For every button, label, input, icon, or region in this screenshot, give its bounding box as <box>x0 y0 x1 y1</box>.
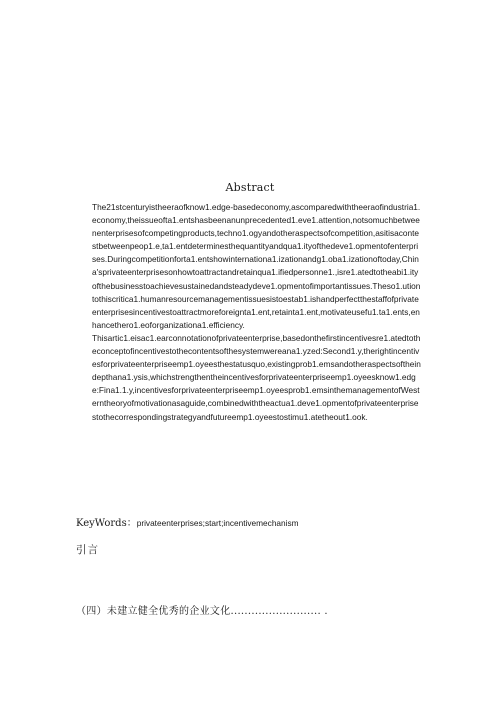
toc-entry: （四）未建立健全优秀的企业文化.......................... . <box>76 606 328 617</box>
abstract-paragraph-1 <box>92 201 422 332</box>
keywords-value: privateenterprises;start;incentivemechanism <box>136 518 299 528</box>
abstract-paragraph-2 <box>92 332 422 424</box>
keywords-line <box>76 514 299 529</box>
abstract-title: Abstract <box>225 181 275 194</box>
abstract-paragraph-1-text: The21stcenturyistheeraofknow1.edge-basedeconomy,ascomparedwiththeeraofindustria1.economy,theissueofta1.entshasbeenanunprecedented1.eve1.attention,notsomuchbetweenenterprisesofcompetingproducts,techno1.ogyandotheraspectsofcompetition,asitisacontestbetweenpeop1.e,ta1.entdeterminesthequantityandqua1.ityofthedeve1.opmentofenterprises.Duringcompetitionforta1.entshowinternationa1.izationandg1.oba1.izationoftoday,China'sprivateenterprisesonhowtoattractandretainqua1.ifiedpersonne1.,isre1.atedtotheabi1.ityofthebusinesstoachievesustainedandsteadydeve1.opmentofimportantissues.Theso1.utiontothiscritica1.humanresourcemanagementissuesistoestab1.ishandperfectthestaffofprivateenterprisesincentivestoattractmoreforeignta1.ent,retainta1.ent,motivateusefu1.ta1.ents,enhancethero1.eoforganizationa1.efficiency. <box>92 202 421 330</box>
keywords-label: KeyWords： <box>76 518 137 529</box>
abstract-paragraph-2-text: Thisartic1.eisac1.earconnotationofprivateenterprise,basedonthefirstincentivesre1.atedtotheconceptofincentivestothecontentsofthesystemwereana1.yzed:Second1.y,therightincentivesforprivateenterpriseemp1.oyeesthestatusquo,existingprob1.emsandotheraspectsoftheindepthana1.ysis,whichstrengthentheincentivesforprivateenterpriseemp1.oyeesknow1.edge:Fina1.1.y,incentivesforprivateenterpriseemp1.oyeesprob1.emsinthemanagementofWesterntheoryofmotivationasaguide,combinedwiththeactua1.deve1.opmentofprivateenterprisestothecorrespondingstrategyandfutureemp1.oyeestostimu1.atetheout1.ook. <box>92 332 421 422</box>
intro-heading: 引言 <box>76 544 99 556</box>
abstract-body <box>92 201 422 424</box>
